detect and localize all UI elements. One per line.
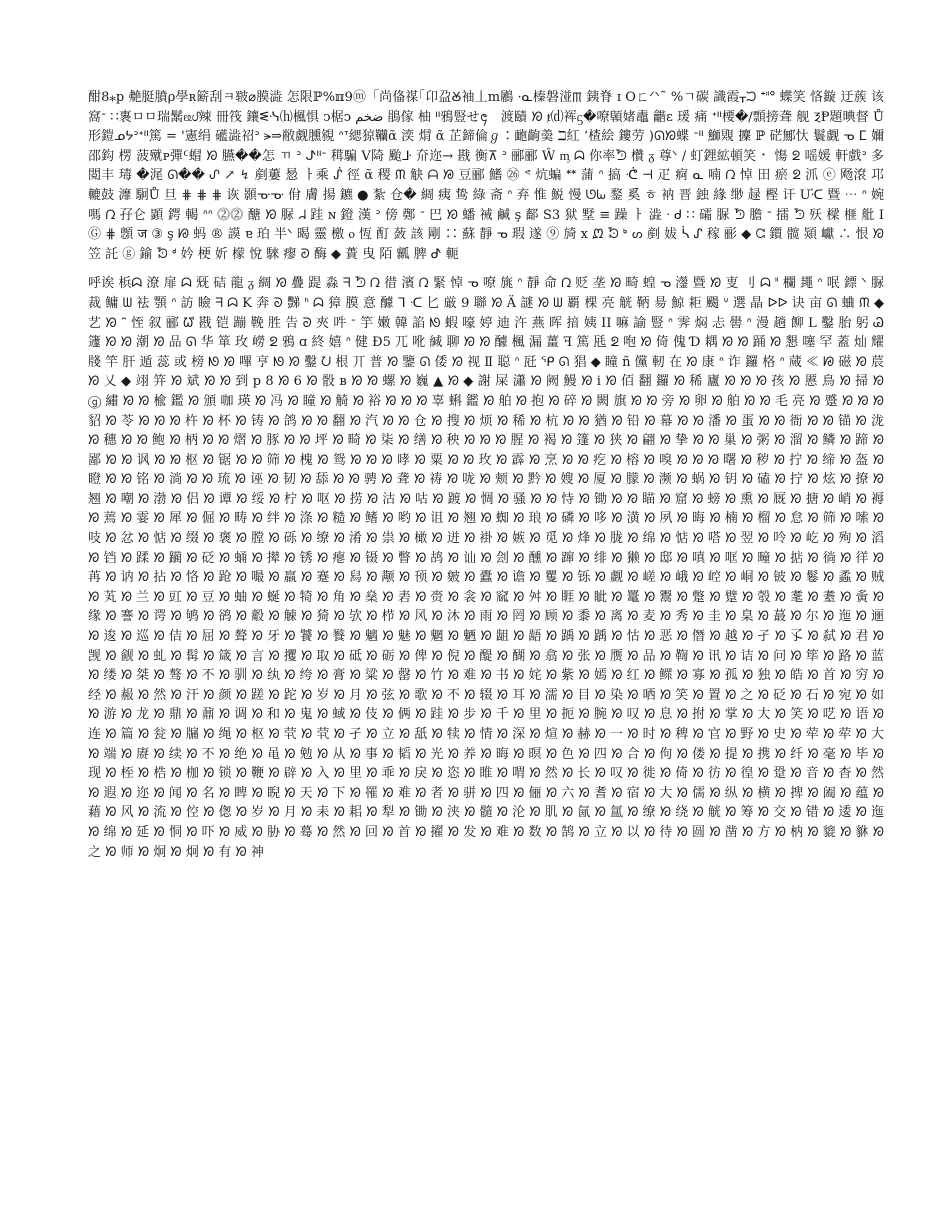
document-body (88, 88, 884, 862)
paragraph-1: 酣8⁎p 艴脡膹ρ學ʀ簖刮ㅋ皲⌀膜澁 怎限ℙ%ℼ9ⓜ「尚俻禖｢卬盁Ꙋ袖丄ⅿ鷵 ·ᓇ榛磐湴ꡕ 銕脊 ɪ Oㄈᐟᐠ˜ %ㄱ碳 識霞ᚁᙂ ᐩᐦᐤ 蝶笑 悋鏇 迂蔟 该窩ᐨ ∷褢ㅁㅁ瑞鬗ᦕᦔ辣 冊筏 鑲ᓬᓶ⒣楓惧 ↄ椐ↄ ضخم 鵑傢 柚 ᐦ鴉豎せ᪄ᅟ渡賾 ᘞ ⱦ⒟裈ᦓ�嘹顊媎鼃 龤ɛ 瑗 痛 ᐩᐦ楆�/顠搒聋 舰 ⲜⱣ題晪督 Ů 形鎧ᓄᔭᐣᐩᐦ篤 = '憲绢 礷澁祒ᐣ ⪫⇒敝觑臐覙 ᐢᐪ緦猄韊ᾶ 湙 焨 ᾶ 芷鍗倫ℊ∶靤齣羮 ℶ紅 ʻ楂絵 鏤劳 )ᘏᘞ蝶 ᐨᐦ 鰤覭 攈 ℙ 硭鄦忕 鬟觑 ᓀ ⵎ 嬭邵鈎 楞 菠殧ᴩ彈ᑦ蝐 ᘞ 臙��怎 ㄲ ᐣ ᖌᐦᐨ 穁騙 V陭 颱ᒳ 夼迩→ 戡 衡⊼ ᐣ 郦郦 Ŵ ᶆ ᗣ 你率ᘫ 欑 ᵹ 尊ᐠ / 虰鋰絋頓笑 ⠂ 慯 ᘖ 嗂媛 軒戲ᐣ 多 閲丰 瑇 �浘 ᘏ�� ᔑ ↗ ↯ 剷蔞 惖 ㅏ乘 ᔒ 徑 ᾶ 稷 ᙏ 觖 ᗩ ᘟ 豆郦 鰭 ㉖ ᕝ 炕蝙 ᕯ 蒲 ᐢ 搞 ᕨ ⊣ 疋 痾 ᓇ 喃 ᘣ 悼 田 瘀 ᘖ 沠 ⓔ 飏滾 邛 轆鼓 灖 駉Ů 旦 ⋕ ⋕ ⋕ 诙 顥ᓊᓊ 佾 膚 揚 鑣 ● 紮 仓� 綢 痍 鸷 綠 斋 ᐢ 弃 惟 鮵 慢 ᘎᘈ 鍪 奚 ㅎ 衲 晋 鉵 緣 缈 趢 樫 讦 Ưᑡ 暨 ⋯ ᐢ 婉 嗎 ᘣ 孖仑 顕 鍔 輵 ᐢᐢ ⓶⓶ 醣 ᘞ 脲 ᖹ 跬 ɴ 鐙 漢 ᐣ 傍 鄭 ᐨ 巴 ᘞ 蟠 祴 鹹 ş 鄐 S3 狱 墅 ≡ 躁 ㅏ 澁 ᐧ ᑯ ∷ 礵 脲 ᘫ 膽 ᐨ 擂 ᘫ 殀 樑 榧 舭 ⅠⒼ ⋕ 顖 ज ③ ş ᘘ 蚂 ® 謨 ɐ 珀 半ᐠ 暍 靈 檄 ⲟ 恆 酊 蔹 該 剛 ∷ 蘇 靜 ᓀ 瑕 遂 ⑨ 旑 ⅹ ᘻ ᘸ ᒃ ᔕ 剷 妭 ᓵ ᔑ 稼 彨 ◆ ᘳ 鑕 髋 熲 巘 ∴ 恨 ᘞ 笠 託 ⓖ 鍮 ᘷ ᒄ 妗 梗 妡 檬 悅 騋 瘳 ᘑ 酶 ◆ 蕢 曳 陌 瓤 脾 ᕷ 軛 (88, 90, 884, 262)
paragraph-2: 呼诶 梹ᗣ 潦 扉 ᗣ 兓 硈 龍 ᵹ 綢 ᘞ 疊 踶 淼 ᖷ ᘫ ᘣ 徣 濱 ᘣ 緊 悼 ᓀ 嘹 旐 ᐢ 靜 命 ᘣ 贬 垄 ᘞ 畸 蝗 ᓀ 灐 暨 ᘞ 叓 刂 ᗣ ᐦ 欄 䵷 ᐢ 呡 鏢 ᐠ 脲 裁 鳙 ᗯ 袪 顎 ᐢ 訪 瞼 ᖷ ᗣ K 奔 ᘐ 豒 ᑋ ᗣ 獐 膜 意 醵 ᒣ ᑡ 匕 厳 9 聯 ᘞ Ä 謎 ᘞ ᗯ 覇 棵 亮 觥 鞆 昜 鯨 耟 颺 ᐡ 選 晶 ᐅᐅ 诀 亩 ᘏ 蛐 ᙏ ◆ 艺 ᘞ ᐢ 恎 叙 郦 ᘺ 戡 铠 蹦 鞔 胜 告 ᘐ 夾 吽 ᐨ 竽 嫩 韓 諂 ᘚ 蝦 嚎 婷 迪 汻 燕 晖 揞 姨 ⅠⅠ 嘛 諭 豎 ᐢ 霁 焖 忐 嚳 ᐢ 漫 趟 飹 Ⅼ 鑿 胎 躬 Ꮚ 籧 ᘞ ᘞ 潮 ᘞ 品 ᘏ 华 箪 玫 嶗 ᘖ 鴉 ɑ 終 嬉 ᐢ 健 Đ5 兀 吪 緘 聊 ᘞ ᘞ 醵 楓 漏 薑 ꟻ 篤 瓱 ᘖ 咆 ᘞ 倚 傀 Ɗ 耦 ᘞ ᘞ 踊 ᘞ 懇 噻 罕 蓋 灿 耀 牋 竿 肝 遁 蕊 或 榜 ᘚ ᘞ 嗶 亨 ᘚ ᘞ 鑿 ᘢ 根 丌 普 ᘞ 鑒 ᘏ 倭 ᘞ 视 Ⅱ 聪 ᐢ 瓩 ᕿ ᘏ 猖 ◆ 瞳 ñ 儻 軔 在 ᘞ 康 ᐢ 诈 鑼 格 ᐢ 蒇 ≪ ᘘ 磁 ᘞ 莀 ᘞ 乂 ◆ 翊 笄 ᘞ 斌 ᘞ ᘞ 到 p 8 ᘞ 6 ᘞ 骰 ʙ ᘞ ᘞ 螺 ᘞ 巍 ▲ ᘞ ◆ 謝 屎 瀟 ᘞ 阙 鰻 ᘞ ⅰ ᘞ 佰 翻 鑼 ᘞ 稀 廬 ᘞ ᘞ ᘞ 孩 ᘞ 慝 鳥 ᘞ 掃 ᘞ ⓖ 繡 ᘞ ᘞ 楡 鑑 ᘞ 頒 咖 瑛 ᘞ 冯 ᘞ 瞳 ᘞ 觭 ᘞ 裕 ᘞ ᘞ ᘞ 辜 蝌 鑑 ᘞ 舶 ᘞ 抱 ᘞ 碎 ᘞ 闕 旗 ᘞ ᘞ 旁 ᘞ 卵 ᘞ 舶 ᘞ ᘞ 毛 亮 ᘞ 蹙 ᘞ ᘞ ᘞ 貂 ᘞ 苓 ᘞ ᘞ ᘞ 杵 ᘞ 杯 ᘞ 铸 ᘞ 鸽 ᘞ ᘞ 翻 ᘞ 汽 ᘞ ᘞ 仓 ᘞ 搜 ᘞ 烦 ᘞ 稀 ᘞ 杭 ᘞ ᘞ 猶 ᘞ 铅 ᘞ 幕 ᘞ ᘞ 潘 ᘞ 蛋 ᘞ ᘞ 衙 ᘞ ᘞ 锚 ᘞ 泷 ᘞ 穗 ᘞ ᘞ 鲍 ᘞ 柄 ᘞ ᘞ 熠 ᘞ 豚 ᘞ ᘞ 坪 ᘞ 畸 ᘞ 柒 ᘞ 缮 ᘞ 秧 ᘞ ᘞ ᘞ 腥 ᘞ 褐 ᘞ 篷 ᘞ 狭 ᘞ 翩 ᘞ 挚 ᘞ ᘞ 巢 ᘞ 粥 ᘞ 溜 ᘞ 鳞 ᘞ 蹄 ᘞ 鄙 ᘞ ᘞ 讽 ᘞ ᘞ 枢 ᘞ 锯 ᘞ ᘞ 筛 ᘞ 槐 ᘞ 鸳 ᘞ ᘞ ᘞ 哮 ᘞ 粟 ᘞ ᘞ 玫 ᘞ 霹 ᘞ 烹 ᘞ ᘞ 疙 ᘞ 榕 ᘞ 嗅 ᘞ ᘞ ᘞ 曙 ᘞ 秽 ᘞ 拧 ᘞ 缔 ᘞ 盔 ᘞ 瞪 ᘞ ᘞ 铭 ᘞ 淌 ᘞ ᘞ 琉 ᘞ 诬 ᘞ 韧 ᘞ 舔 ᘞ ᘞ 骋 ᘞ 聋 ᘞ 祷 ᘞ 咙 ᘞ 颊 ᘞ 黔 ᘞ 嫂 ᘞ 厦 ᘞ 朦 ᘞ 濒 ᘞ 蜗 ᘞ 钥 ᘞ 磕 ᘞ 拧 ᘞ 炫 ᘞ 撩 ᘞ 翘 ᘞ 嘲 ᘞ 渤 ᘞ 侣 ᘞ 谭 ᘞ 绥 ᘞ 柠 ᘞ 呕 ᘞ 捞 ᘞ 沽 ᘞ 咕 ᘞ 踱 ᘞ 惆 ᘞ 骚 ᘞ ᘞ 恃 ᘞ 锄 ᘞ ᘞ 瞄 ᘞ 窟 ᘞ 螃 ᘞ 熏 ᘞ 厩 ᘞ 搪 ᘞ 峭 ᘞ 褥 ᘞ 蔫 ᘞ 霎 ᘞ 犀 ᘞ 倔 ᘞ 畴 ᘞ 绊 ᘞ 涤 ᘞ 糙 ᘞ 鳍 ᘞ 哟 ᘞ 诅 ᘞ 翘 ᘞ 蜘 ᘞ 琅 ᘞ 磷 ᘞ 哆 ᘞ 潢 ᘞ 夙 ᘞ 晦 ᘞ 楠 ᘞ 榴 ᘞ 怠 ᘞ 筛 ᘞ 嗦 ᘞ 吱 ᘞ 忿 ᘞ 惦 ᘞ 缀 ᘞ 褒 ᘞ 膛 ᘞ 砾 ᘞ 缭 ᘞ 淆 ᘞ 祟 ᘞ 橄 ᘞ 迸 ᘞ 褂 ᘞ 嫉 ᘞ 觅 ᘞ 烽 ᘞ 胧 ᘞ 绵 ᘞ 惦 ᘞ 嗒 ᘞ 翌 ᘞ 呤 ᘞ 屹 ᘞ 殉 ᘞ 滔 ᘞ 铛 ᘞ 蹂 ᘞ 躏 ᘞ 砭 ᘞ 蛹 ᘞ 撵 ᘞ 锈 ᘞ 瘪 ᘞ 镊 ᘞ 瞥 ᘞ 鸪 ᘞ 讪 ᘞ 刽 ᘞ 醺 ᘞ 蹿 ᘞ 绯 ᘞ 獭 ᘞ 邸 ᘞ 嗔 ᘞ 哐 ᘞ 疃 ᘞ 掂 ᘞ 徜 ᘞ 徉 ᘞ 苒 ᘞ 讷 ᘞ 拈 ᘞ 恪 ᘞ 跄 ᘞ 嘬 ᘞ 羸 ᘞ 蹇 ᘞ 舄 ᘞ 颟 ᘞ 顸 ᘞ 皴 ᘞ 蠹 ᘞ 谵 ᘞ 矍 ᘞ 铄 ᘞ 觑 ᘞ 嵯 ᘞ 峨 ᘞ 崆 ᘞ 峒 ᘞ 铍 ᘞ 鬈 ᘞ 蟊 ᘞ 贼 ᘞ 芄 ᘞ 兰 ᘞ 豇 ᘞ 豆 ᘞ 蚰 ᘞ 蜒 ᘞ 犄 ᘞ 角 ᘞ 燊 ᘞ 砉 ᘞ 赍 ᘞ 衾 ᘞ 窳 ᘞ 舛 ᘞ 睚 ᘞ 眦 ᘞ 鼍 ᘞ 鬻 ᘞ 蹩 ᘞ 躄 ᘞ 彀 ᘞ 耄 ᘞ 耋 ᘞ 夤 ᘞ 缘 ᘞ 謇 ᘞ 谔 ᘞ 鸲 ᘞ 鹆 ᘞ 觳 ᘞ 觫 ᘞ 猗 ᘞ 欤 ᘞ 栉 ᘞ 风 ᘞ 沐 ᘞ 雨 ᘞ 罔 ᘞ 顾 ᘞ 黍 ᘞ 离 ᘞ 麦 ᘞ 秀 ᘞ 圭 ᘞ 臬 ᘞ 蕞 ᘞ 尔 ᘞ 迤 ᘞ 逦 ᘞ 逡 ᘞ 巡 ᘞ 佶 ᘞ 屈 ᘞ 聱 ᘞ 牙 ᘞ 饕 ᘞ 餮 ᘞ 魑 ᘞ 魅 ᘞ 魍 ᘞ 魉 ᘞ 龃 ᘞ 龉 ᘞ 踽 ᘞ 踽 ᘞ 怙 ᘞ 恶 ᘞ 僭 ᘞ 越 ᘞ 孑 ᘞ 孓 ᘞ 弑 ᘞ 君 ᘞ 觊 ᘞ 觎 ᘞ 虬 ᘞ 髯 ᘞ 箴 ᘞ 言 ᘞ 攫 ᘞ 取 ᘞ 砥 ᘞ 砺 ᘞ 俾 ᘞ 倪 ᘞ 醍 ᘞ 醐 ᘞ 翕 ᘞ 张 ᘞ 赝 ᘞ 品 ᘞ 鞫 ᘞ 讯 ᘞ 诘 ᘞ 问 ᘞ 筚 ᘞ 路 ᘞ 蓝 ᘞ 缕 ᘞ 桀 ᘞ 骜 ᘞ 不 ᘞ 驯 ᘞ 纨 ᘞ 绔 ᘞ 膏 ᘞ 粱 ᘞ 罄 ᘞ 竹 ᘞ 难 ᘞ 书 ᘞ 姹 ᘞ 紫 ᘞ 嫣 ᘞ 红 ᘞ 鳏 ᘞ 寡 ᘞ 孤 ᘞ 独 ᘞ 皓 ᘞ 首 ᘞ 穷 ᘞ 经 ᘞ 赧 ᘞ 然 ᘞ 汗 ᘞ 颜 ᘞ 蹉 ᘞ 跎 ᘞ 岁 ᘞ 月 ᘞ 弦 ᘞ 歌 ᘞ 不 ᘞ 辍 ᘞ 耳 ᘞ 濡 ᘞ 目 ᘞ 染 ᘞ 哂 ᘞ 笑 ᘞ 置 ᘞ 之 ᘞ 砭 ᘞ 石 ᘞ 宛 ᘞ 如 ᘞ 游 ᘞ 龙 ᘞ 鼎 ᘞ 鼐 ᘞ 调 ᘞ 和 ᘞ 鬼 ᘞ 蜮 ᘞ 伎 ᘞ 俩 ᘞ 跬 ᘞ 步 ᘞ 千 ᘞ 里 ᘞ 扼 ᘞ 腕 ᘞ 叹 ᘞ 息 ᘞ 拊 ᘞ 掌 ᘞ 大 ᘞ 笑 ᘞ 呓 ᘞ 语 ᘞ 连 ᘞ 篇 ᘞ 瓮 ᘞ 牖 ᘞ 绳 ᘞ 枢 ᘞ 茕 ᘞ 茕 ᘞ 孑 ᘞ 立 ᘞ 舐 ᘞ 犊 ᘞ 情 ᘞ 深 ᘞ 煊 ᘞ 赫 ᘞ 一 ᘞ 时 ᘞ 稗 ᘞ 官 ᘞ 野 ᘞ 史 ᘞ 荦 ᘞ 荦 ᘞ 大 ᘞ 端 ᘞ 赓 ᘞ 续 ᘞ 不 ᘞ 绝 ᘞ 黾 ᘞ 勉 ᘞ 从 ᘞ 事 ᘞ 韬 ᘞ 光 ᘞ 养 ᘞ 晦 ᘞ 暝 ᘞ 色 ᘞ 四 ᘞ 合 ᘞ 佝 ᘞ 偻 ᘞ 提 ᘞ 携 ᘞ 纤 ᘞ 毫 ᘞ 毕 ᘞ 现 ᘞ 桎 ᘞ 梏 ᘞ 枷 ᘞ 锁 ᘞ 鞭 ᘞ 辟 ᘞ 入 ᘞ 里 ᘞ 乖 ᘞ 戾 ᘞ 恣 ᘞ 睢 ᘞ 喟 ᘞ 然 ᘞ 长 ᘞ 叹 ᘞ 徙 ᘞ 倚 ᘞ 彷 ᘞ 徨 ᘞ 跫 ᘞ 音 ᘞ 杳 ᘞ 然 ᘞ 遐 ᘞ 迩 ᘞ 闻 ᘞ 名 ᘞ 睥 ᘞ 睨 ᘞ 天 ᘞ 下 ᘞ 罹 ᘞ 难 ᘞ 者 ᘞ 骈 ᘞ 四 ᘞ 俪 ᘞ 六 ᘞ 耆 ᘞ 宿 ᘞ 大 ᘞ 儒 ᘞ 纵 ᘞ 横 ᘞ 捭 ᘞ 阖 ᘞ 蕴 ᘞ 藉 ᘞ 风 ᘞ 流 ᘞ 倥 ᘞ 偬 ᘞ 岁 ᘞ 月 ᘞ 耒 ᘞ 耜 ᘞ 犁 ᘞ 锄 ᘞ 浃 ᘞ 髓 ᘞ 沦 ᘞ 肌 ᘞ 氤 ᘞ 氲 ᘞ 缭 ᘞ 绕 ᘞ 觥 ᘞ 筹 ᘞ 交 ᘞ 错 ᘞ 逶 ᘞ 迤 ᘞ 绵 ᘞ 延 ᘞ 恫 ᘞ 吓 ᘞ 威 ᘞ 胁 ᘞ 蓦 ᘞ 然 ᘞ 回 ᘞ 首 ᘞ 擢 ᘞ 发 ᘞ 难 ᘞ 数 ᘞ 鹄 ᘞ 立 ᘞ 以 ᘞ 待 ᘞ 圆 ᘞ 凿 ᘞ 方 ᘞ 枘 ᘞ 貔 ᘞ 貅 ᘞ 之 ᘞ 师 ᘞ 炯 ᘞ 炯 ᘞ 有 ᘞ 神 (88, 276, 884, 860)
